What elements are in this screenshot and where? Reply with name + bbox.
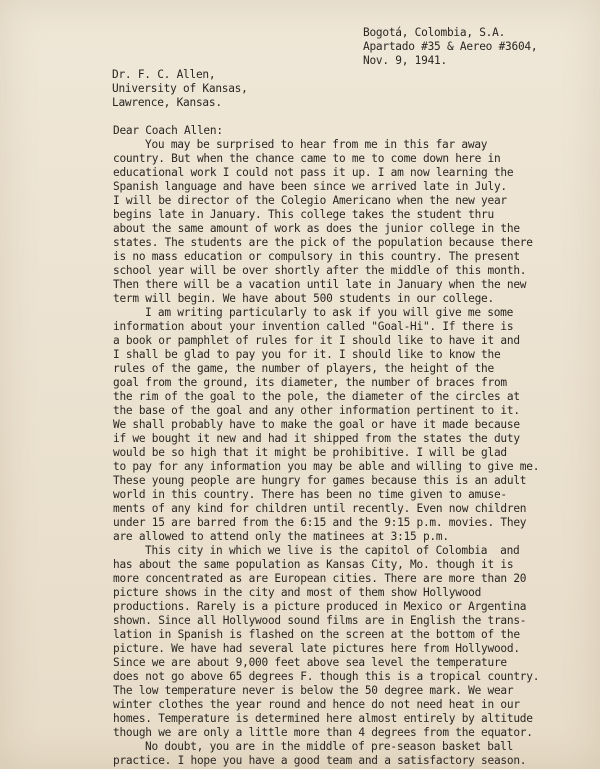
paragraph-line: states. The students are the pick of the population because there bbox=[113, 236, 533, 249]
paragraph-line: more concentrated as are European cities. There are more than 20 bbox=[113, 572, 527, 585]
paragraph-line: to pay for any information you may be able and willing to give me. bbox=[113, 460, 540, 473]
paragraph-line: lation in Spanish is flashed on the screen at the bottom of the bbox=[113, 628, 520, 641]
paragraph-line: ments of any kind for children until recently. Even now children bbox=[113, 502, 527, 515]
paragraph-line: I am writing particularly to ask if you will give me some bbox=[145, 306, 514, 319]
header-date: Nov. 9, 1941. bbox=[363, 54, 447, 67]
paragraph-line: information about your invention called "Goal-Hi". If there is bbox=[113, 320, 514, 333]
paragraph-line: I shall be glad to pay you for it. I should like to know the bbox=[113, 348, 501, 361]
paragraph-line: Spanish language and have been since we arrived late in July. bbox=[113, 180, 507, 193]
paragraph-line: if we bought it new and had it shipped from the states the duty bbox=[113, 432, 520, 445]
salutation: Dear Coach Allen: bbox=[113, 124, 223, 137]
header-address: Apartado #35 & Aereo #3604, bbox=[363, 40, 538, 53]
paragraph-line: does not go above 65 degrees F. though this is a tropical country. bbox=[113, 670, 540, 683]
paragraph-line: are allowed to attend only the matinees at 3:15 p.m. bbox=[113, 530, 449, 543]
paragraph-line: term will begin. We have about 500 students in our college. bbox=[113, 292, 494, 305]
paragraph-line: the rim of the goal to the pole, the diameter of the circles at bbox=[113, 390, 520, 403]
paragraph-line: school year will be over shortly after the middle of this month. bbox=[113, 264, 527, 277]
paragraph-line: practice. I hope you have a good team and a satisfactory season. bbox=[113, 754, 527, 767]
paragraph-line: Then there will be a vacation until late in January when the new bbox=[113, 278, 527, 291]
paragraph-line: educational work I could not pass it up. I am now learning the bbox=[113, 166, 514, 179]
paragraph-line: picture shows in the city and most of them show Hollywood bbox=[113, 586, 482, 599]
paragraph-line: rules of the game, the number of players, the height of the bbox=[113, 362, 494, 375]
paragraph-line: The low temperature never is below the 50 degree mark. We wear bbox=[113, 684, 514, 697]
paragraph-line: You may be surprised to hear from me in this far away bbox=[145, 138, 488, 151]
paragraph-line: I will be director of the Colegio Americano when the new year bbox=[113, 194, 507, 207]
paragraph-line: the base of the goal and any other information pertinent to it. bbox=[113, 404, 520, 417]
recipient-institution: University of Kansas, bbox=[112, 82, 248, 95]
paragraph-line: world in this country. There has been no time given to amuse- bbox=[113, 488, 507, 501]
paragraph-line: No doubt, you are in the middle of pre-season basket ball bbox=[145, 740, 514, 753]
paragraph-line: winter clothes the year round and hence do not need heat in our bbox=[113, 698, 520, 711]
header-place: Bogotá, Colombia, S.A. bbox=[363, 26, 506, 39]
paragraph-line: country. But when the chance came to me to come down here in bbox=[113, 152, 501, 165]
paragraph-line: picture. We have had several late pictures here from Hollywood. bbox=[113, 642, 520, 655]
paragraph-line: though we are only a little more than 4 degrees from the equator. bbox=[113, 726, 533, 739]
paragraph-line: productions. Rarely is a picture produced in Mexico or Argentina bbox=[113, 600, 527, 613]
paragraph-line: shown. Since all Hollywood sound films are in English the trans- bbox=[113, 614, 527, 627]
paragraph-line: about the same amount of work as does the junior college in the bbox=[113, 222, 520, 235]
paragraph-line: We shall probably have to make the goal or have it made because bbox=[113, 418, 520, 431]
recipient-city: Lawrence, Kansas. bbox=[112, 96, 222, 109]
paragraph-line: begins late in January. This college takes the student thru bbox=[113, 208, 494, 221]
paragraph-line: a book or pamphlet of rules for it I should like to have it and bbox=[113, 334, 520, 347]
paragraph-line: has about the same population as Kansas City, Mo. though it is bbox=[113, 558, 514, 571]
paragraph-line: would be so high that it might be prohibitive. I will be glad bbox=[113, 446, 507, 459]
paragraph-line: homes. Temperature is determined here almost entirely by altitude bbox=[113, 712, 533, 725]
paragraph-line: Since we are about 9,000 feet above sea level the temperature bbox=[113, 656, 507, 669]
paragraph-line: This city in which we live is the capitol of Colombia and bbox=[145, 544, 520, 557]
recipient-name: Dr. F. C. Allen, bbox=[112, 68, 216, 81]
paragraph-line: under 15 are barred from the 6:15 and the 9:15 p.m. movies. They bbox=[113, 516, 527, 529]
paragraph-line: These young people are hungry for games because this is an adult bbox=[113, 474, 527, 487]
paragraph-line: goal from the ground, its diameter, the number of braces from bbox=[113, 376, 507, 389]
paragraph-line: is no mass education or compulsory in this country. The present bbox=[113, 250, 520, 263]
